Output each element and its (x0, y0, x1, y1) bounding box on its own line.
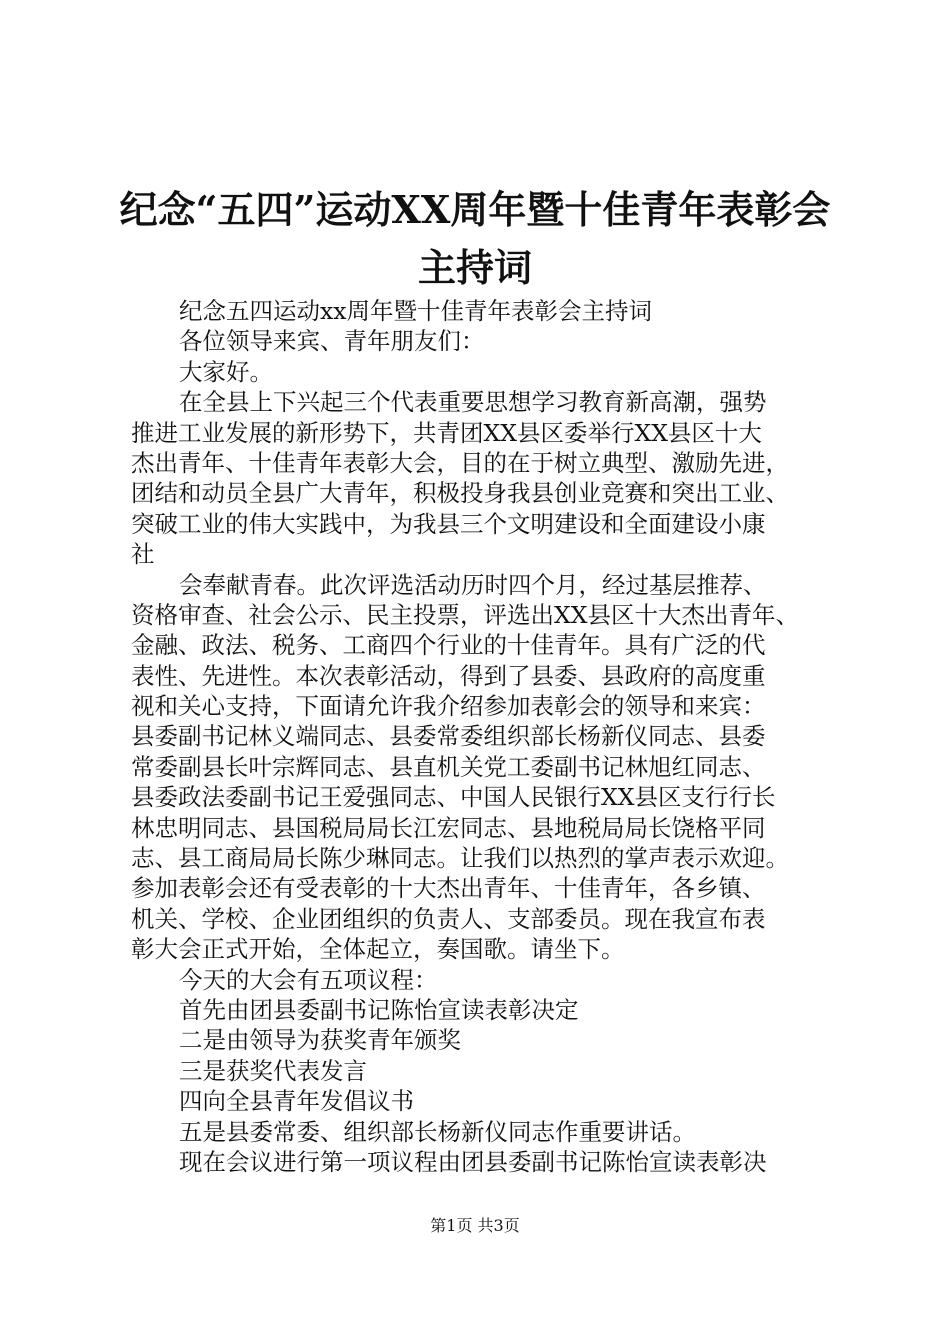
body-line: 县委副书记林义端同志、县委常委组织部长杨新仪同志、县委 (131, 722, 766, 751)
body-line: 常委副县长叶宗辉同志、县直机关党工委副书记林旭红同志、 (131, 752, 766, 781)
body-line: 纪念五四运动xx周年暨十佳青年表彰会主持词 (179, 297, 653, 325)
body-line: 四向全县青年发倡议书 (179, 1087, 414, 1116)
body-line: 杰出青年、十佳青年表彰大会，目的在于树立典型、激励先进， (131, 448, 789, 477)
body-line: 社 (131, 540, 155, 569)
body-line: 县委政法委副书记王爱强同志、中国人民银行XX县区支行行长 (131, 783, 776, 812)
body-line: 突破工业的伟大实践中，为我县三个文明建设和全面建设小康 (131, 509, 766, 538)
body-line: 志、县工商局局长陈少琳同志。让我们以热烈的掌声表示欢迎。 (131, 844, 789, 873)
body-line: 参加表彰会还有受表彰的十大杰出青年、十佳青年，各乡镇、 (131, 874, 766, 903)
body-line: 会奉献青春。此次评选活动历时四个月，经过基层推荐、 (179, 570, 767, 599)
document-title-line-2: 主持词 (417, 245, 532, 290)
document-body (131, 296, 831, 1177)
body-line: 现在会议进行第一项议程由团县委副书记陈怡宣读表彰决 (179, 1147, 767, 1176)
page-footer: 第1页 共3页 (430, 1216, 520, 1235)
body-line: 五是县委常委、组织部长杨新仪同志作重要讲话。 (179, 1117, 696, 1146)
body-line: 视和关心支持，下面请允许我介绍参加表彰会的领导和来宾： (131, 692, 766, 721)
body-line: 三是获奖代表发言 (179, 1056, 367, 1085)
body-line: 团结和动员全县广大青年，积极投身我县创业竞赛和突出工业、 (131, 479, 789, 508)
body-line: 彰大会正式开始，全体起立，奏国歌。请坐下。 (131, 935, 625, 964)
body-line: 林忠明同志、县国税局局长江宏同志、县地税局局长饶格平同 (131, 813, 766, 842)
body-line: 首先由团县委副书记陈怡宣读表彰决定 (179, 995, 579, 1024)
body-line: 今天的大会有五项议程： (179, 965, 438, 994)
body-line: 推进工业发展的新形势下，共青团XX县区委举行XX县区十大 (131, 418, 762, 447)
body-line: 在全县上下兴起三个代表重要思想学习教育新高潮，强势 (179, 388, 767, 417)
body-line: 二是由领导为获奖青年颁奖 (179, 1026, 461, 1055)
body-line: 机关、学校、企业团组织的负责人、支部委员。现在我宣布表 (131, 904, 766, 933)
body-line: 各位领导来宾、青年朋友们： (179, 327, 485, 356)
body-line: 表性、先进性。本次表彰活动，得到了县委、县政府的高度重 (131, 661, 766, 690)
document-title-line-1: 纪念“五四”运动XX周年暨十佳青年表彰会 (119, 187, 831, 232)
body-line: 金融、政法、税务、工商四个行业的十佳青年。具有广泛的代 (131, 631, 766, 660)
body-line: 资格审查、社会公示、民主投票，评选出XX县区十大杰出青年、 (131, 600, 799, 629)
body-line: 大家好。 (179, 357, 273, 386)
